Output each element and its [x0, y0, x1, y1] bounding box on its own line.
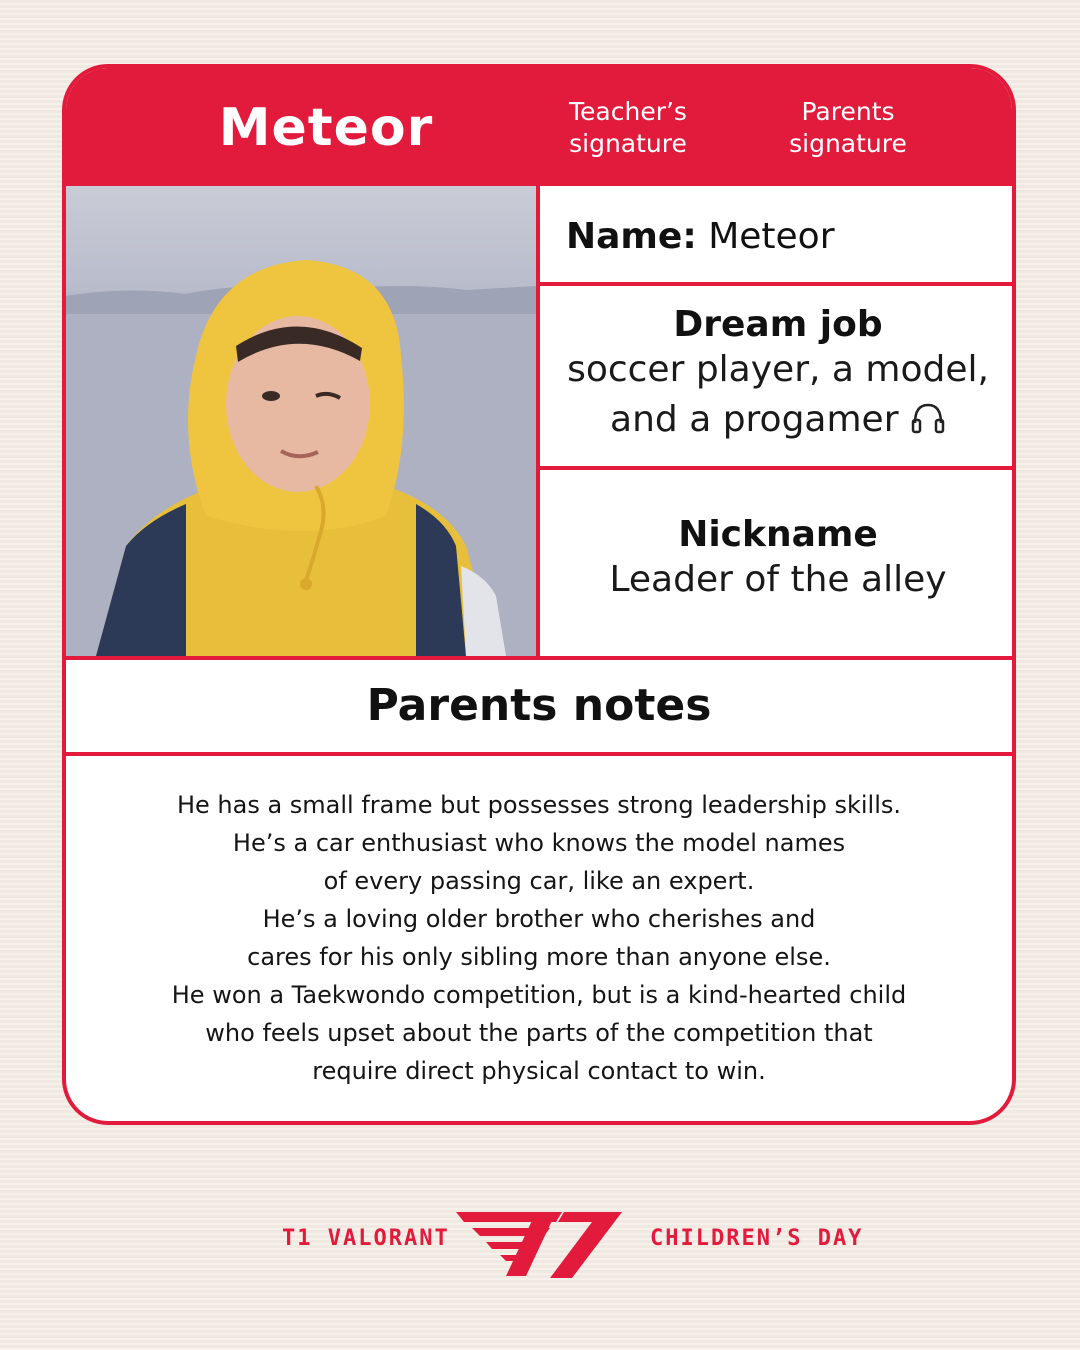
notes-line: He’s a loving older brother who cherishes and — [262, 905, 816, 933]
name-field — [540, 186, 1016, 282]
footer — [0, 1200, 1080, 1290]
notes-line: He has a small frame but possesses strong leadership skills. — [176, 791, 902, 819]
profile-card — [62, 64, 1016, 1125]
parents-signature-label: Parents signature — [789, 97, 907, 158]
parents-notes — [66, 756, 1012, 1125]
teacher-signature-label: Teacher’s signature — [569, 97, 687, 158]
notes-title: Parents notes — [366, 680, 712, 731]
dream-job-line2-row — [540, 395, 1016, 449]
notes-line: He won a Taekwondo competition, but is a kind-hearted child — [171, 981, 907, 1009]
notes-line: cares for his only sibling more than anyone else. — [247, 943, 831, 971]
dream-job-label: Dream job — [673, 304, 883, 345]
dream-job-field — [540, 286, 1016, 466]
player-title: Meteor — [218, 98, 434, 158]
child-photo — [66, 186, 536, 656]
dream-job-line2: and a progamer — [610, 399, 899, 440]
footer-left-text: T1 VALORANT — [282, 1226, 450, 1251]
nickname-field — [540, 470, 1016, 656]
card-header — [66, 68, 1012, 186]
notes-line: who feels upset about the parts of the competition that — [205, 1019, 873, 1047]
dream-job-line1: soccer player, a model, — [567, 349, 989, 390]
notes-line: He’s a car enthusiast who knows the model names — [232, 829, 846, 857]
nickname-label: Nickname — [678, 514, 878, 555]
headphones-icon — [910, 399, 946, 449]
footer-right-text: CHILDREN’S DAY — [650, 1226, 864, 1251]
name-value: Meteor — [708, 216, 835, 257]
notes-line: require direct physical contact to win. — [312, 1057, 766, 1085]
t1-logo — [452, 1206, 628, 1282]
name-label: Name: — [566, 216, 697, 257]
notes-line: of every passing car, like an expert. — [323, 867, 755, 895]
nickname-value: Leader of the alley — [609, 559, 947, 600]
